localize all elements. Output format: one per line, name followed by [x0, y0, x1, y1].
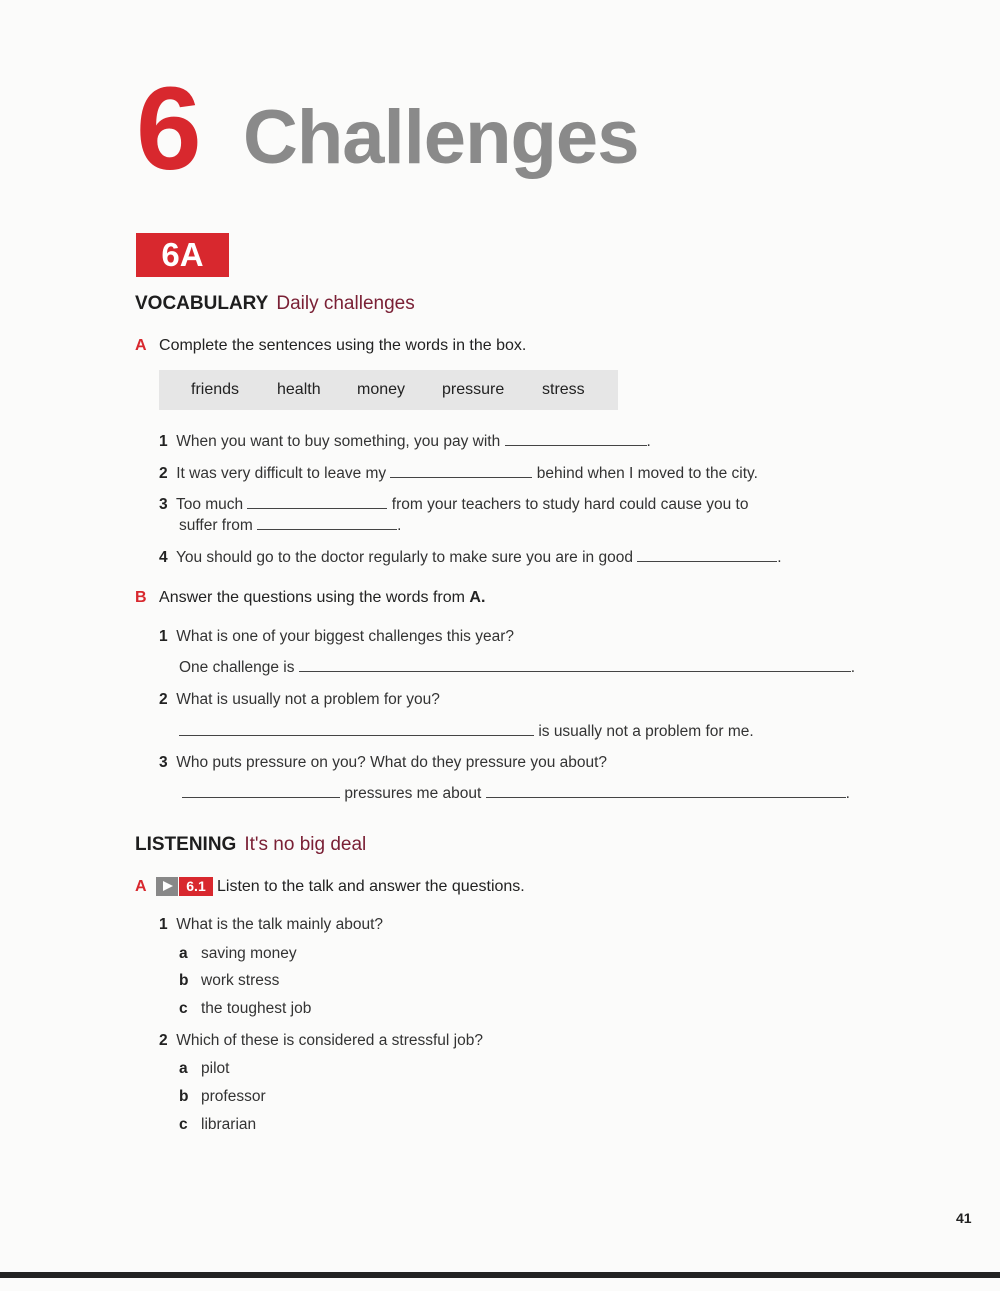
option-b[interactable]	[179, 971, 279, 991]
option-letter: c	[179, 1000, 188, 1017]
vocabulary-label: VOCABULARY	[135, 293, 269, 314]
answer-blank[interactable]	[505, 444, 647, 446]
question-text: Which of these is considered a stressful job?	[176, 1032, 483, 1049]
word-box-item: stress	[542, 381, 585, 398]
answer-blank[interactable]	[486, 796, 846, 798]
question-1	[159, 627, 514, 647]
item-text: behind when I moved to the city.	[536, 465, 758, 482]
answer-blank[interactable]	[299, 670, 851, 672]
option-letter: b	[179, 972, 189, 989]
answer-blank[interactable]	[179, 734, 534, 736]
exercise-label: A	[135, 337, 147, 354]
item-text: suffer from	[179, 517, 253, 534]
answer-blank[interactable]	[257, 528, 397, 530]
item-text: is usually not a problem for me.	[538, 723, 754, 740]
item-text: When you want to buy something, you pay with	[176, 433, 501, 450]
item-text: pressures me about	[344, 785, 482, 802]
option-c[interactable]	[179, 999, 311, 1019]
answer-line-1	[179, 658, 855, 678]
exercise-label: A	[135, 878, 147, 895]
item-text: from your teachers to study hard could cause you to	[391, 496, 749, 513]
vocab-exercise-b-instruction	[135, 589, 485, 607]
option-text: work stress	[201, 972, 280, 989]
answer-blank[interactable]	[247, 507, 387, 509]
item-text: Too much	[175, 496, 244, 513]
unit-title: Challenges	[243, 95, 639, 180]
question-text: What is the talk mainly about?	[176, 916, 384, 933]
item-text: .	[646, 433, 651, 450]
listening-question-1	[159, 915, 383, 935]
option-a[interactable]	[179, 1059, 229, 1079]
item-number: 2	[159, 465, 168, 482]
exercise-reference: A.	[469, 589, 486, 606]
item-text: .	[777, 549, 782, 566]
question-3	[159, 753, 607, 773]
option-text: pilot	[201, 1060, 230, 1077]
lesson-badge: 6A	[136, 233, 229, 277]
play-audio-icon[interactable]	[156, 877, 178, 896]
answer-prompt: One challenge is	[179, 659, 295, 676]
exercise-instruction: Listen to the talk and answer the questions.	[217, 878, 525, 895]
option-c[interactable]	[179, 1115, 256, 1135]
item-number: 1	[159, 916, 168, 933]
option-text: professor	[201, 1088, 266, 1105]
listening-question-2	[159, 1031, 483, 1051]
answer-line-3	[182, 784, 850, 804]
item-text: It was very difficult to leave my	[176, 465, 387, 482]
item-number: 1	[159, 433, 168, 450]
item-number: 3	[159, 496, 168, 513]
vocabulary-heading	[135, 294, 415, 313]
option-text: librarian	[201, 1116, 257, 1133]
word-box-item: health	[277, 381, 321, 398]
exercise-instruction: Complete the sentences using the words in the box.	[159, 337, 527, 354]
word-box-item: friends	[191, 381, 240, 398]
word-box-item: money	[357, 381, 406, 398]
answer-blank[interactable]	[390, 476, 532, 478]
word-box-item: pressure	[442, 381, 505, 398]
option-letter: a	[179, 945, 188, 962]
listening-heading	[135, 835, 366, 854]
option-letter: c	[179, 1116, 188, 1133]
word-box	[159, 370, 618, 410]
item-text: You should go to the doctor regularly to make sure you are in good	[175, 549, 633, 566]
option-letter: b	[179, 1088, 189, 1105]
answer-blank[interactable]	[182, 796, 340, 798]
option-letter: a	[179, 1060, 188, 1077]
vocab-exercise-a-instruction	[135, 337, 526, 355]
question-2	[159, 690, 440, 710]
listening-label: LISTENING	[135, 834, 237, 855]
question-text: What is one of your biggest challenges this year?	[176, 628, 514, 645]
exercise-instruction: Answer the questions using the words from	[159, 589, 465, 606]
vocab-item-3-line2	[179, 516, 401, 536]
item-text: .	[850, 659, 856, 676]
vocab-item-4	[159, 548, 782, 568]
page-number: 41	[956, 1210, 972, 1226]
option-text: saving money	[201, 945, 297, 962]
question-text: What is usually not a problem for you?	[176, 691, 440, 708]
page-bottom-edge	[0, 1272, 1000, 1278]
option-text: the toughest job	[201, 1000, 312, 1017]
answer-line-2	[179, 722, 754, 742]
listening-topic: It's no big deal	[244, 834, 367, 855]
option-b[interactable]	[179, 1087, 266, 1107]
question-text: Who puts pressure on you? What do they pressure you about?	[176, 754, 608, 771]
option-a[interactable]	[179, 944, 297, 964]
answer-blank[interactable]	[637, 560, 777, 562]
item-number: 1	[159, 628, 168, 645]
item-text: .	[397, 517, 402, 534]
unit-number: 6	[136, 63, 202, 195]
vocab-item-1	[159, 432, 651, 452]
vocabulary-topic: Daily challenges	[276, 293, 415, 314]
exercise-label: B	[135, 589, 147, 606]
item-number: 2	[159, 1032, 168, 1049]
vocab-item-3	[159, 495, 799, 515]
item-number: 2	[159, 691, 168, 708]
vocab-item-2	[159, 464, 758, 484]
item-number: 3	[159, 754, 168, 771]
item-number: 4	[159, 549, 168, 566]
audio-track-number[interactable]: 6.1	[179, 877, 213, 896]
item-text: .	[845, 785, 850, 802]
